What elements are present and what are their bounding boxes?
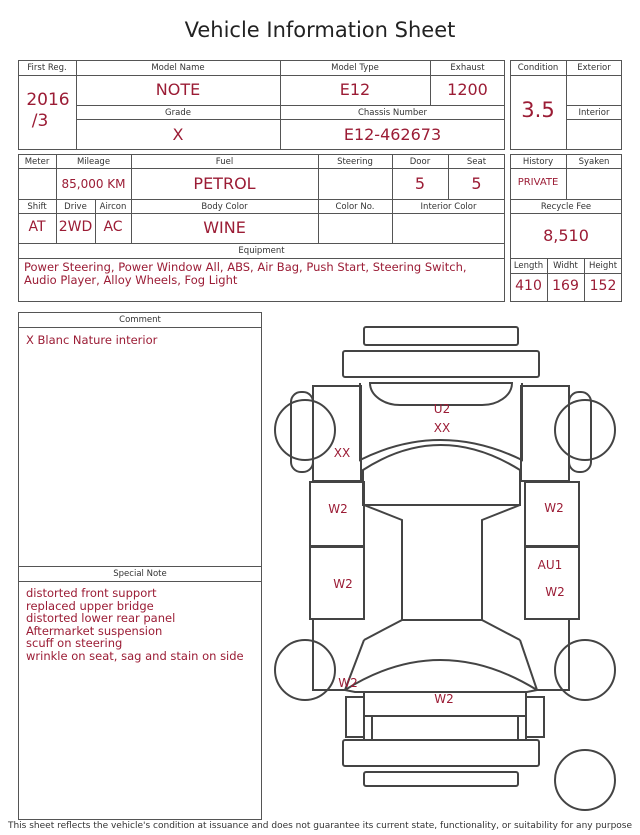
left-fender: [313, 386, 361, 481]
wheel-front-right: [555, 400, 615, 460]
mark-left-rear-door: W2: [333, 577, 353, 591]
model-name-value: NOTE: [155, 80, 201, 99]
seat-value: 5: [471, 174, 482, 193]
first-reg-month: /3: [31, 111, 49, 131]
condition-label: Condition: [517, 63, 559, 73]
history-value: PRIVATE: [517, 177, 559, 188]
door-label: Door: [409, 157, 431, 167]
model-type-value: E12: [339, 80, 371, 99]
grade-value: X: [172, 125, 184, 144]
drive-label: Drive: [64, 202, 87, 212]
equipment-value: Power Steering, Power Window All, ABS, Air Bag, Push Start, Steering Switch, Audio Player, Alloy Wheels, Fog Light: [24, 260, 467, 287]
meter-label: Meter: [24, 157, 50, 167]
mark-right-front-door: W2: [544, 501, 564, 515]
height-value: 152: [589, 278, 617, 294]
special-note-item: distorted lower rear panel: [26, 611, 176, 626]
model-name-label: Model Name: [151, 63, 205, 73]
special-note-item: distorted front support: [26, 586, 157, 600]
special-note-item: scuff on steering: [26, 636, 123, 651]
chassis-number-value: E12-462673: [343, 125, 442, 144]
mark-hood-u2: U2: [433, 402, 451, 416]
special-note-label: Special Note: [113, 569, 167, 579]
mark-trunk: W2: [434, 692, 454, 706]
footer-disclaimer: This sheet reflects the vehicle's condition at issuance and does not guarantee its current state, functionality, or suitability for any purpose: [7, 821, 633, 831]
interior-label: Interior: [578, 108, 610, 118]
shift-value: AT: [28, 219, 46, 235]
special-note-item: wrinkle on seat, sag and stain on side: [26, 648, 244, 663]
body-color-label: Body Color: [201, 202, 248, 212]
aircon-label: Aircon: [99, 202, 127, 212]
condition-value: 3.5: [521, 98, 555, 122]
rear-bumper: [343, 740, 539, 766]
syaken-label: Syaken: [578, 157, 610, 167]
right-fender: [521, 386, 569, 481]
front-bumper: [343, 351, 539, 377]
steering-label: Steering: [337, 157, 373, 167]
recycle-fee-label: Recycle Fee: [540, 202, 592, 212]
mileage-value: 85,000 KM: [61, 177, 126, 191]
comment-label: Comment: [119, 315, 161, 325]
mark-left-fender: XX: [333, 446, 351, 460]
special-note-item: replaced upper bridge: [26, 598, 154, 613]
body-color-value: WINE: [203, 218, 246, 237]
mark-hood-xx: XX: [433, 421, 451, 435]
seat-label: Seat: [466, 157, 487, 167]
fuel-label: Fuel: [215, 157, 234, 167]
front-bumper-upper: [364, 327, 518, 345]
exhaust-label: Exhaust: [450, 63, 485, 73]
length-label: Length: [513, 261, 544, 271]
left-rear-light: [346, 697, 364, 737]
mark-left-rear-quarter: W2: [338, 676, 358, 690]
mark-left-front-door: W2: [328, 502, 348, 516]
recycle-fee-value: 8,510: [543, 226, 589, 245]
width-label: Widht: [553, 261, 578, 271]
height-label: Height: [588, 261, 618, 271]
aircon-value: AC: [103, 219, 123, 235]
first-reg-label: First Reg.: [27, 63, 67, 73]
rear-bumper-lower: [364, 772, 518, 786]
spare-wheel: [555, 750, 615, 810]
exhaust-value: 1200: [447, 80, 488, 99]
rear-panel: [364, 716, 526, 740]
width-value: 169: [552, 278, 579, 294]
mark-right-rear-door-au: AU1: [537, 558, 563, 572]
special-note-item: Aftermarket suspension: [26, 623, 163, 638]
right-sill: [520, 619, 569, 690]
mileage-label: Mileage: [76, 157, 111, 167]
door-value: 5: [414, 174, 426, 193]
drive-value: 2WD: [58, 219, 93, 235]
length-value: 410: [515, 278, 542, 294]
comment-text: X Blanc Nature interior: [26, 333, 158, 347]
windshield: [363, 445, 520, 505]
equipment-label: Equipment: [238, 246, 285, 256]
exterior-label: Exterior: [577, 63, 611, 73]
color-no-label: Color No.: [335, 202, 375, 212]
chassis-number-label: Chassis Number: [357, 108, 428, 118]
shift-label: Shift: [27, 202, 47, 212]
history-label: History: [522, 157, 554, 167]
right-rear-light: [526, 697, 544, 737]
first-reg-year: 2016: [26, 90, 70, 110]
mark-right-rear-door-w: W2: [545, 585, 565, 599]
grade-label: Grade: [165, 108, 191, 118]
special-note-list: [26, 587, 258, 663]
fuel-value: PETROL: [193, 174, 256, 193]
rear-window: [345, 660, 537, 692]
interior-color-label: Interior Color: [420, 202, 477, 212]
model-type-label: Model Type: [331, 63, 379, 73]
page-title: Vehicle Information Sheet: [184, 18, 456, 42]
